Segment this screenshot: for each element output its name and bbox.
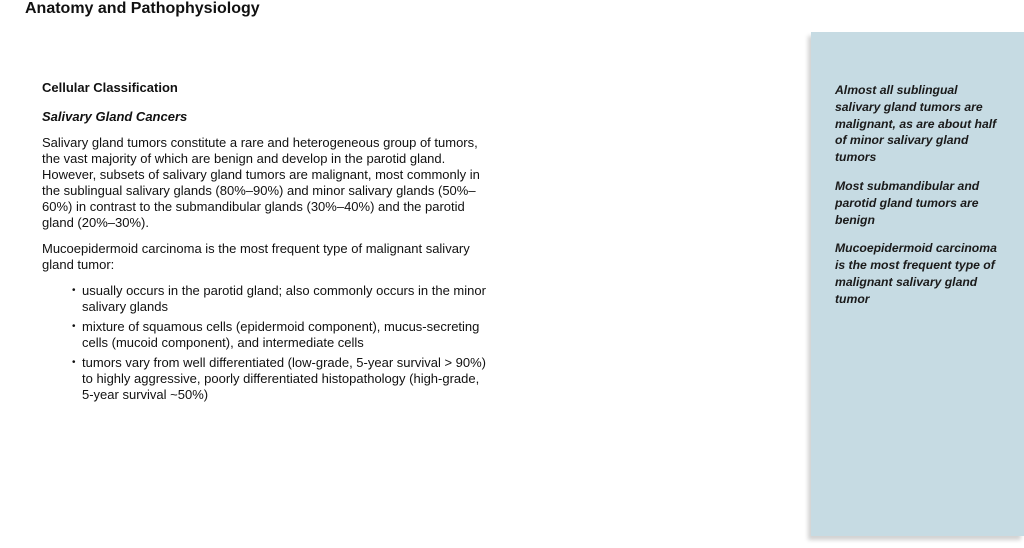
mucoepidermoid-paragraph: Mucoepidermoid carcinoma is the most frequent type of malignant salivary gland tumor: [42, 241, 470, 272]
sidebar-note: Mucoepidermoid carcinoma is the most frequent type of malignant salivary gland tumor [835, 241, 997, 306]
section-heading: Cellular Classification [42, 80, 178, 95]
page-title: Anatomy and Pathophysiology [25, 0, 260, 17]
sidebar-notes [835, 82, 1005, 320]
sidebar-note: Almost all sublingual salivary gland tumors are malignant, as are about half of minor salivary gland tumors [835, 83, 997, 165]
bullet-item: • mixture of squamous cells (epidermoid component), mucus-secreting cells (mucoid component), and intermediate cells [72, 319, 492, 351]
intro-paragraph: Salivary gland tumors constitute a rare and heterogeneous group of tumors, the vast majority of which are benign and develop in the parotid gland. However, subsets of salivary gland tumors are malignant, most commonly in the sublingual salivary glands (80%–90%) and minor salivary glands (50%–60%) in contrast to the submandibular glands (30%–40%) and the parotid gland (20%–30%). [42, 135, 480, 230]
bullet-list [42, 283, 492, 403]
main-content [42, 80, 492, 407]
sidebar-note: Most submandibular and parotid gland tumors are benign [835, 178, 980, 227]
sidebar-panel [811, 32, 1024, 536]
bullet-item: • usually occurs in the parotid gland; also commonly occurs in the minor salivary glands [72, 283, 492, 315]
bullet-item: • tumors vary from well differentiated (low-grade, 5-year survival > 90%) to highly aggressive, poorly differentiated histopathology (high-grade, 5-year survival ~50%) [72, 355, 492, 403]
sub-heading: Salivary Gland Cancers [42, 109, 188, 124]
